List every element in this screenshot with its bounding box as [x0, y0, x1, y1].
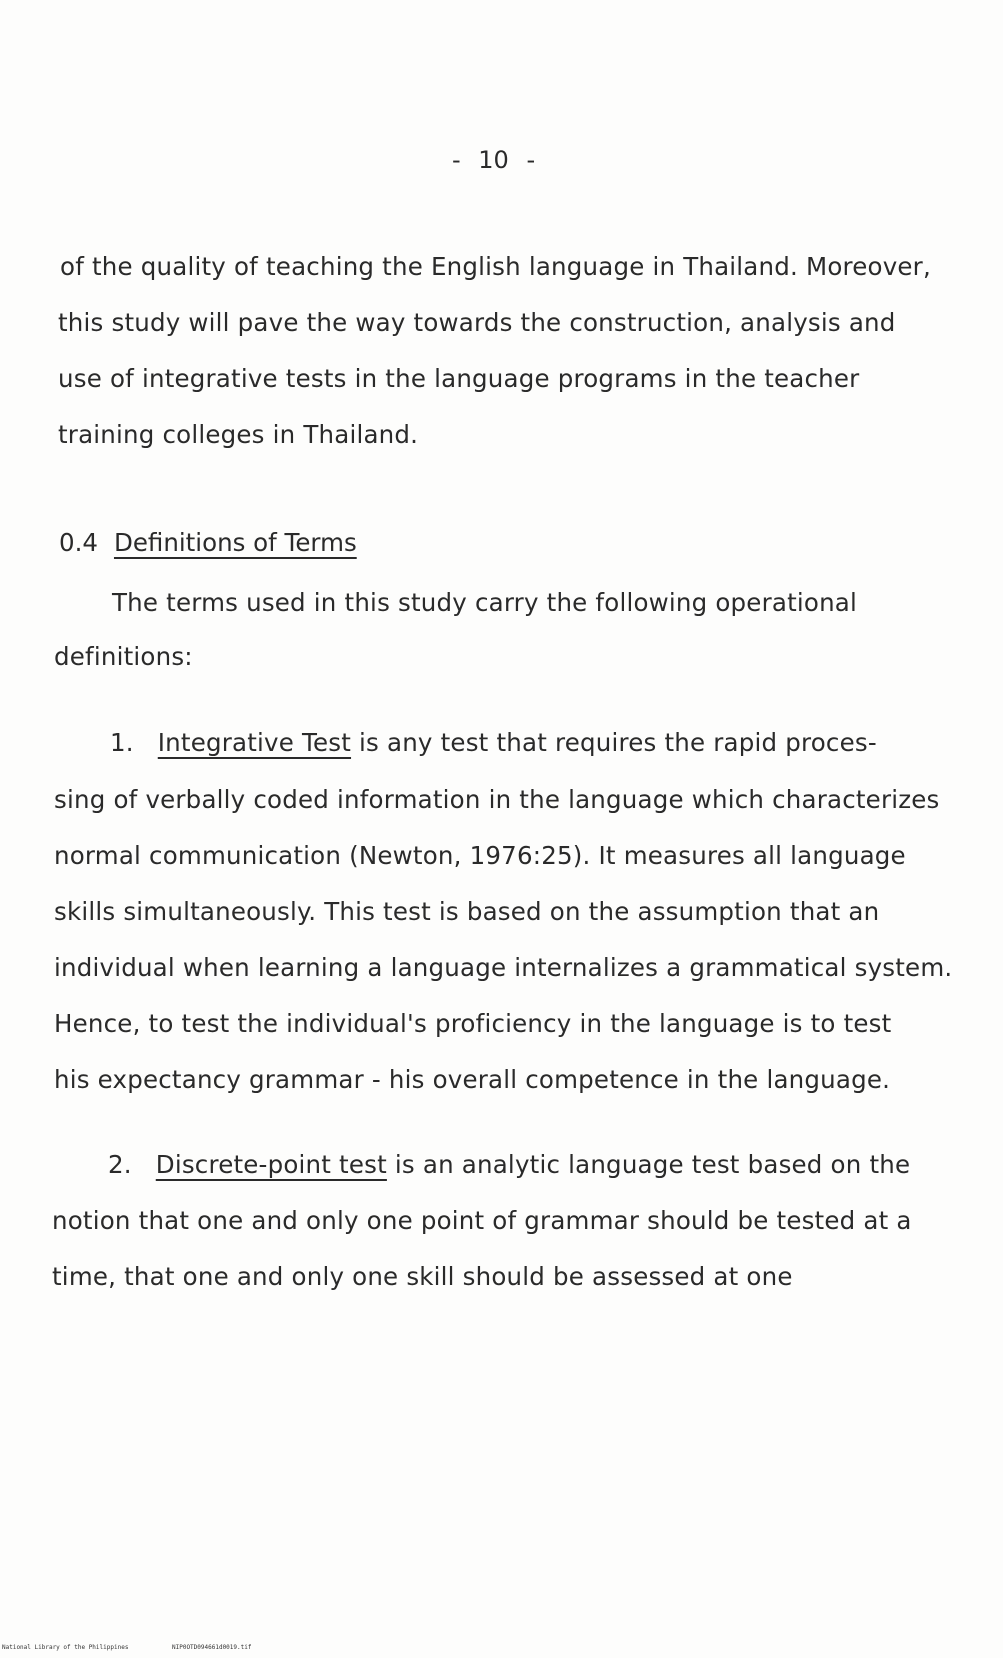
section-heading — [59, 528, 357, 557]
footer-library-label: National Library of the Philippines — [2, 1644, 129, 1651]
page-number: - 10 - — [452, 146, 536, 174]
paragraph-line: The terms used in this study carry the following operational — [112, 588, 858, 617]
definition-text: is any test that requires the rapid proces- — [351, 728, 877, 757]
paragraph-line: Hence, to test the individual's proficiency in the language is to test — [54, 1009, 892, 1038]
definition-number: 1. — [110, 728, 134, 757]
paragraph-line: use of integrative tests in the language programs in the teacher — [58, 364, 860, 393]
paragraph-line: individual when learning a language internalizes a grammatical system. — [54, 953, 953, 982]
paragraph-line: training colleges in Thailand. — [58, 420, 419, 449]
scan-footer — [0, 1642, 1003, 1656]
paragraph-line: skills simultaneously. This test is based on the assumption that an — [54, 897, 880, 926]
paragraph-line: his expectancy grammar - his overall competence in the language. — [54, 1065, 891, 1094]
section-number: 0.4 — [59, 528, 98, 557]
definition-term: Integrative Test — [157, 728, 352, 757]
definition-number: 2. — [108, 1150, 132, 1179]
definition-first-line — [110, 728, 877, 757]
paragraph-line: normal communication (Newton, 1976:25). It measures all language — [54, 841, 906, 870]
footer-file-label: NIP0OTD094661d0019.tif — [172, 1644, 252, 1651]
paragraph-line: time, that one and only one skill should be assessed at one — [52, 1262, 793, 1291]
definition-text: is an analytic language test based on the — [386, 1150, 911, 1179]
paragraph-line: definitions: — [54, 642, 193, 671]
section-title: Definitions of Terms — [113, 528, 357, 557]
paragraph-line: of the quality of teaching the English language in Thailand. Moreover, — [60, 252, 931, 281]
definition-term: Discrete-point test — [155, 1150, 387, 1179]
paragraph-line: this study will pave the way towards the construction, analysis and — [58, 308, 896, 337]
definition-first-line — [108, 1150, 910, 1179]
paragraph-line: notion that one and only one point of grammar should be tested at a — [52, 1206, 912, 1235]
paragraph-line: sing of verbally coded information in the language which characterizes — [54, 785, 940, 814]
